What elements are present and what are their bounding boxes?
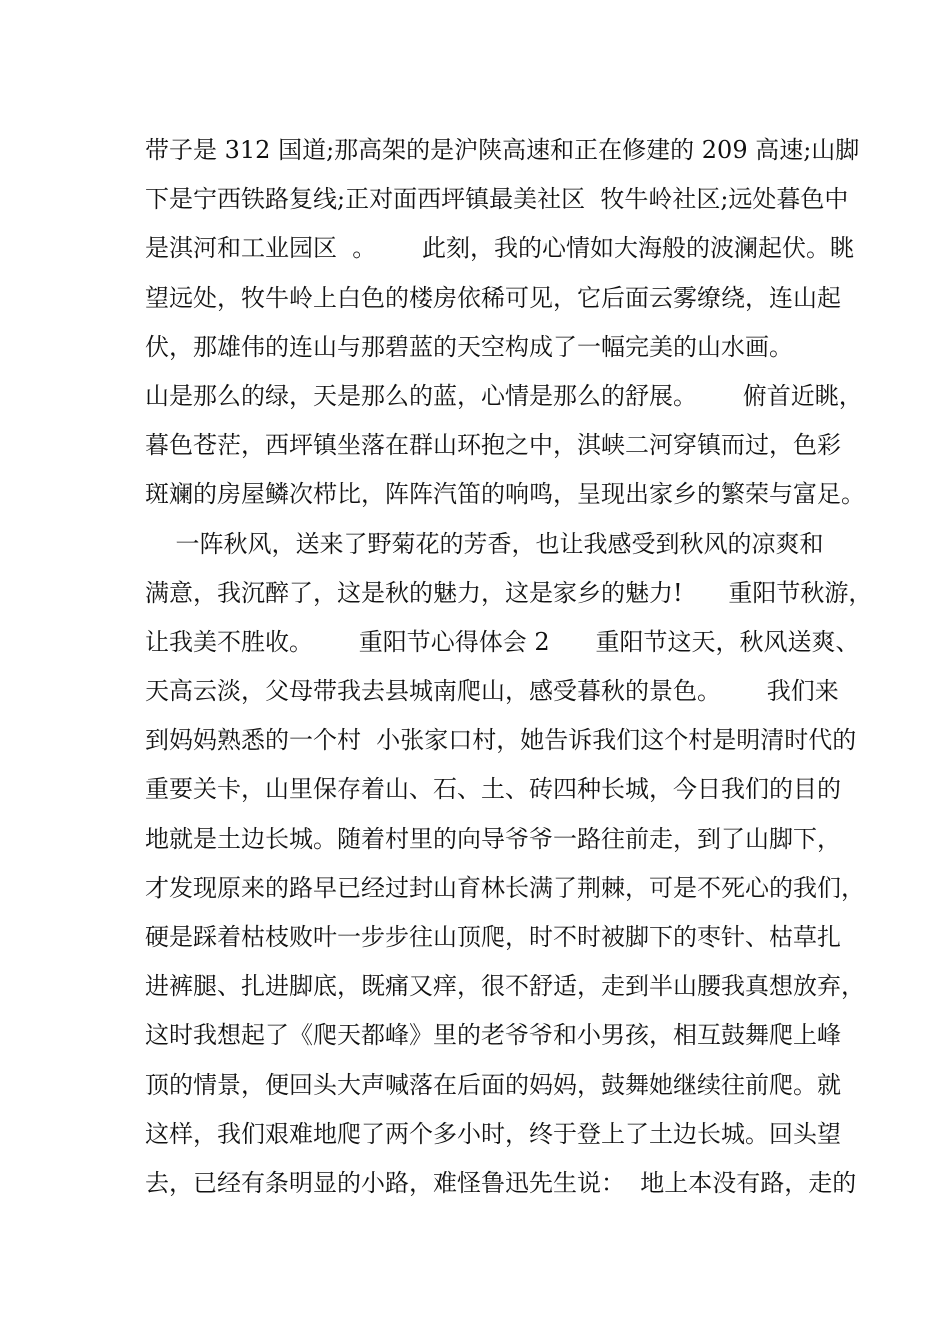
text-line: 斑斓的房屋鳞次栉比，阵阵汽笛的响鸣，呈现出家乡的繁荣与富足。: [145, 480, 865, 509]
text-line: 去，已经有条明显的小路，难怪鲁迅先生说： 地上本没有路，走的: [145, 1168, 857, 1197]
text-line: 满意，我沉醉了，这是秋的魅力，这是家乡的魅力! 重阳节秋游，: [145, 578, 873, 607]
text-line: 下是宁西铁路复线;正对面西坪镇最美社区 牧牛岭社区;远处暮色中: [145, 185, 849, 214]
text-line: 顶的情景，便回头大声喊落在后面的妈妈，鼓舞她继续往前爬。就: [145, 1070, 841, 1099]
essay-body-text: [145, 126, 873, 1208]
text-line: 地就是土边长城。随着村里的向导爷爷一路往前走，到了山脚下，: [145, 824, 841, 853]
text-line: 到妈妈熟悉的一个村 小张家口村，她告诉我们这个村是明清时代的: [145, 726, 857, 755]
text-line: 暮色苍茫，西坪镇坐落在群山环抱之中，淇峡二河穿镇而过，色彩: [145, 431, 841, 460]
text-line: 重要关卡，山里保存着山、石、土、砖四种长城，今日我们的目的: [145, 775, 841, 804]
text-line: 是淇河和工业园区 。 此刻，我的心情如大海般的波澜起伏。眺: [145, 234, 855, 263]
text-line: 让我美不胜收。 重阳节心得体会 2 重阳节这天，秋风送爽、: [145, 627, 860, 656]
text-line: 望远处，牧牛岭上白色的楼房依稀可见，它后面云雾缭绕，连山起: [145, 283, 841, 312]
text-line: 山是那么的绿，天是那么的蓝，心情是那么的舒展。 俯首近眺，: [145, 381, 863, 410]
text-line: 这样，我们艰难地爬了两个多小时，终于登上了土边长城。回头望: [145, 1119, 841, 1148]
text-line: 一阵秋风，送来了野菊花的芳香，也让我感受到秋风的凉爽和: [145, 529, 824, 558]
text-line: 硬是踩着枯枝败叶一步步往山顶爬，时不时被脚下的枣针、枯草扎: [145, 923, 841, 951]
text-line: 才发现原来的路早已经过封山育林长满了荆棘，可是不死心的我们，: [145, 873, 865, 902]
text-line: 这时我想起了《爬天都峰》里的老爷爷和小男孩，相互鼓舞爬上峰: [145, 1021, 841, 1050]
text-line: 天高云淡，父母带我去县城南爬山，感受暮秋的景色。 我们来: [145, 677, 839, 706]
text-line: 带子是 312 国道;那高架的是沪陕高速和正在修建的 209 高速;山脚: [145, 136, 860, 164]
text-line: 伏，那雄伟的连山与那碧蓝的天空构成了一幅完美的山水画。: [145, 332, 793, 361]
text-line: 进裤腿、扎进脚底，既痛又痒，很不舒适，走到半山腰我真想放弃，: [145, 972, 865, 1001]
